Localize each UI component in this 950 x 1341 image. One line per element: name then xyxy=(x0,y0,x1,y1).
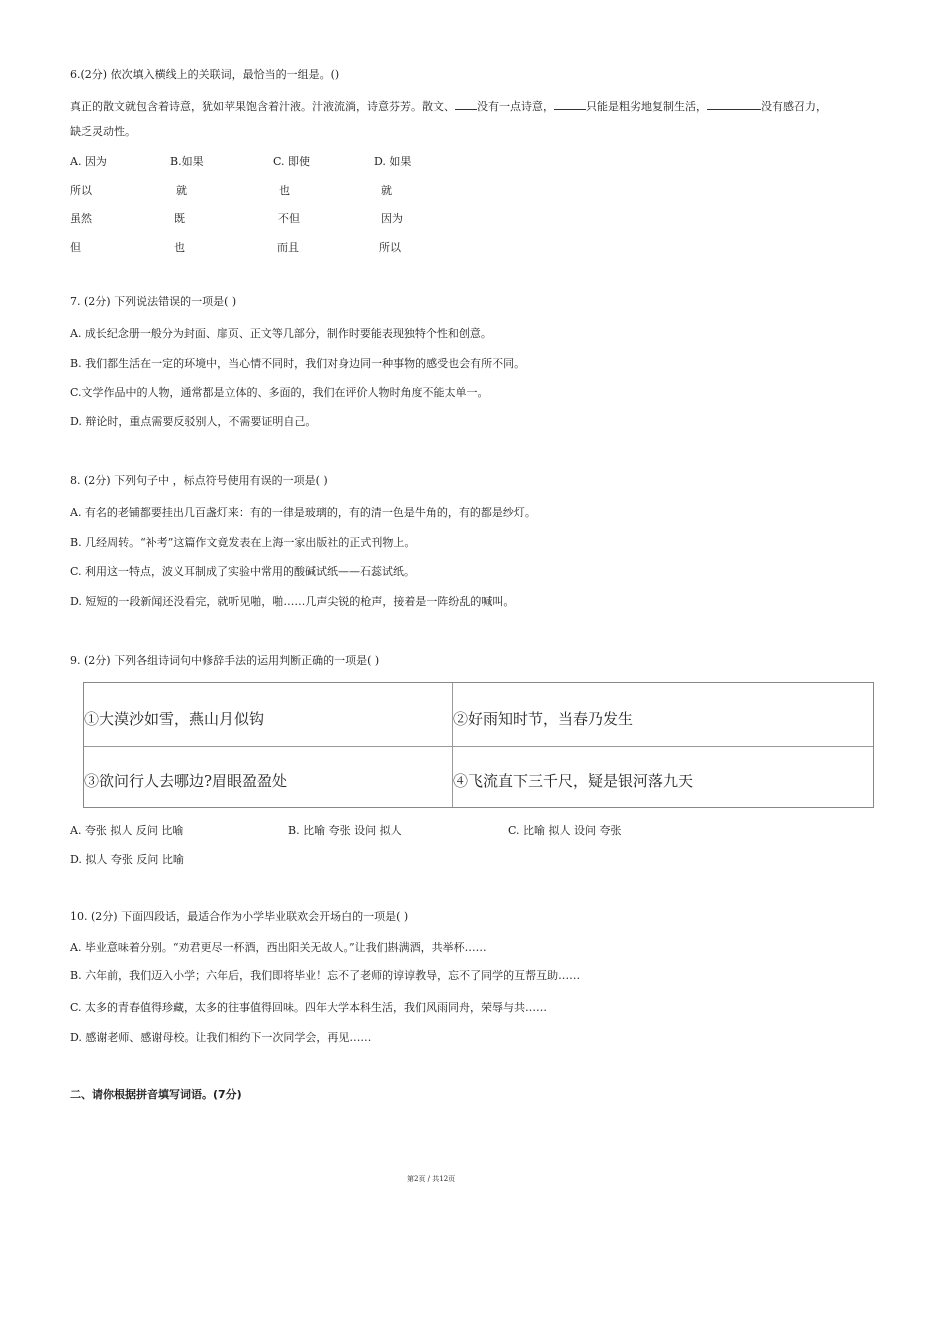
q10-option-c: C. 太多的青春值得珍藏，太多的往事值得回味。四年大学本科生活，我们风雨同舟，荣辱与共…… xyxy=(70,1001,548,1014)
q6-option-b-label: B.如果 xyxy=(170,155,204,168)
q6-option-a-word3: 但 xyxy=(70,241,81,254)
q6-option-a-word1: 所以 xyxy=(70,184,92,197)
q6-option-c-word3: 而且 xyxy=(277,241,299,254)
q10-option-b: B. 六年前，我们迈入小学；六年后，我们即将毕业！忘不了老师的谆谆教导，忘不了同学的互帮互助…… xyxy=(70,969,581,982)
q6-passage-part-d: 没有感召力， xyxy=(761,100,827,113)
q6-option-c-word2: 不但 xyxy=(278,212,300,225)
q8-option-c: C. 利用这一特点，波义耳制成了实验中常用的酸碱试纸——石蕊试纸。 xyxy=(70,565,416,578)
section-2-heading: 二、请你根据拼音填写词语。(7分) xyxy=(70,1088,242,1101)
q7-option-a: A. 成长纪念册一般分为封面、扉页、正文等几部分，制作时要能表现独特个性和创意。 xyxy=(70,327,492,340)
q9-option-d: D. 拟人 夸张 反问 比喻 xyxy=(70,853,184,866)
q6-option-c-word1: 也 xyxy=(279,184,290,197)
q9-cell-1: ①大漠沙如雪，燕山月似钩 xyxy=(84,710,265,728)
q6-stem: 6.(2分) 依次填入横线上的关联词，最恰当的一组是。() xyxy=(70,68,340,81)
q6-option-b-word1: 就 xyxy=(176,184,187,197)
q6-option-a-word2: 虽然 xyxy=(70,212,92,225)
table-divider-horizontal xyxy=(84,746,873,747)
q9-cell-3: ③欲问行人去哪边?眉眼盈盈处 xyxy=(84,772,288,790)
page-number-footer: 第2页 / 共12页 xyxy=(407,1175,456,1183)
q6-blank-1 xyxy=(455,99,477,110)
q6-option-b-word3: 也 xyxy=(174,241,185,254)
q9-option-c: C. 比喻 拟人 设问 夸张 xyxy=(508,824,622,837)
q9-poem-table xyxy=(83,682,874,808)
q9-cell-2: ②好雨知时节，当春乃发生 xyxy=(453,710,634,728)
q6-passage-part-c: 只能是粗劣地复制生活， xyxy=(586,100,707,113)
q6-blank-3 xyxy=(707,99,761,110)
q9-option-b: B. 比喻 夸张 设问 拟人 xyxy=(288,824,402,837)
q6-passage-line1 xyxy=(70,99,827,114)
q6-option-b-word2: 既 xyxy=(174,212,185,225)
q6-option-a-label: A. 因为 xyxy=(70,155,107,168)
q9-option-a: A. 夸张 拟人 反问 比喻 xyxy=(70,824,184,837)
q7-option-d: D. 辩论时，重点需要反驳别人，不需要证明自己。 xyxy=(70,415,317,428)
q6-passage-part-b: 没有一点诗意， xyxy=(477,100,554,113)
q6-passage-part-a: 真正的散文就包含着诗意，犹如苹果饱含着汁液。汁液流淌，诗意芬芳。散文、 xyxy=(70,100,455,113)
q6-option-d-word1: 就 xyxy=(381,184,392,197)
q8-option-b: B. 几经周转。“补考”这篇作文竟发表在上海一家出版社的正式刊物上。 xyxy=(70,536,416,549)
q7-stem: 7. (2分) 下列说法错误的一项是( ) xyxy=(70,295,237,308)
q8-stem: 8. (2分) 下列句子中 ，标点符号使用有误的一项是( ) xyxy=(70,474,328,487)
q8-option-a: A. 有名的老铺都要挂出几百盏灯来：有的一律是玻璃的，有的清一色是牛角的，有的都是纱灯。 xyxy=(70,506,536,519)
q6-option-d-word2: 因为 xyxy=(381,212,403,225)
q6-option-c-label: C. 即使 xyxy=(273,155,311,168)
q10-option-d: D. 感谢老师、感谢母校。让我们相约下一次同学会，再见…… xyxy=(70,1031,372,1044)
q8-option-d: D. 短短的一段新闻还没看完，就听见啪，啪……几声尖锐的枪声，接着是一阵纷乱的喊叫。 xyxy=(70,595,515,608)
q6-blank-2 xyxy=(554,99,586,110)
q6-option-d-label: D. 如果 xyxy=(374,155,412,168)
q10-option-a: A. 毕业意味着分别。“劝君更尽一杯酒，西出阳关无故人。”让我们斟满酒，共举杯…… xyxy=(70,941,487,954)
q6-option-d-word3: 所以 xyxy=(379,241,401,254)
q7-option-b: B. 我们都生活在一定的环境中，当心情不同时，我们对身边同一种事物的感受也会有所不同。 xyxy=(70,357,526,370)
q7-option-c: C.文学作品中的人物，通常都是立体的、多面的，我们在评价人物时角度不能太单一。 xyxy=(70,386,489,399)
q9-cell-4: ④飞流直下三千尺，疑是银河落九天 xyxy=(453,772,694,790)
q10-stem: 10. (2分) 下面四段话，最适合作为小学毕业联欢会开场白的一项是( ) xyxy=(70,910,409,923)
q6-passage-line2: 缺乏灵动性。 xyxy=(70,125,136,138)
q9-stem: 9. (2分) 下列各组诗词句中修辞手法的运用判断正确的一项是( ) xyxy=(70,654,380,667)
